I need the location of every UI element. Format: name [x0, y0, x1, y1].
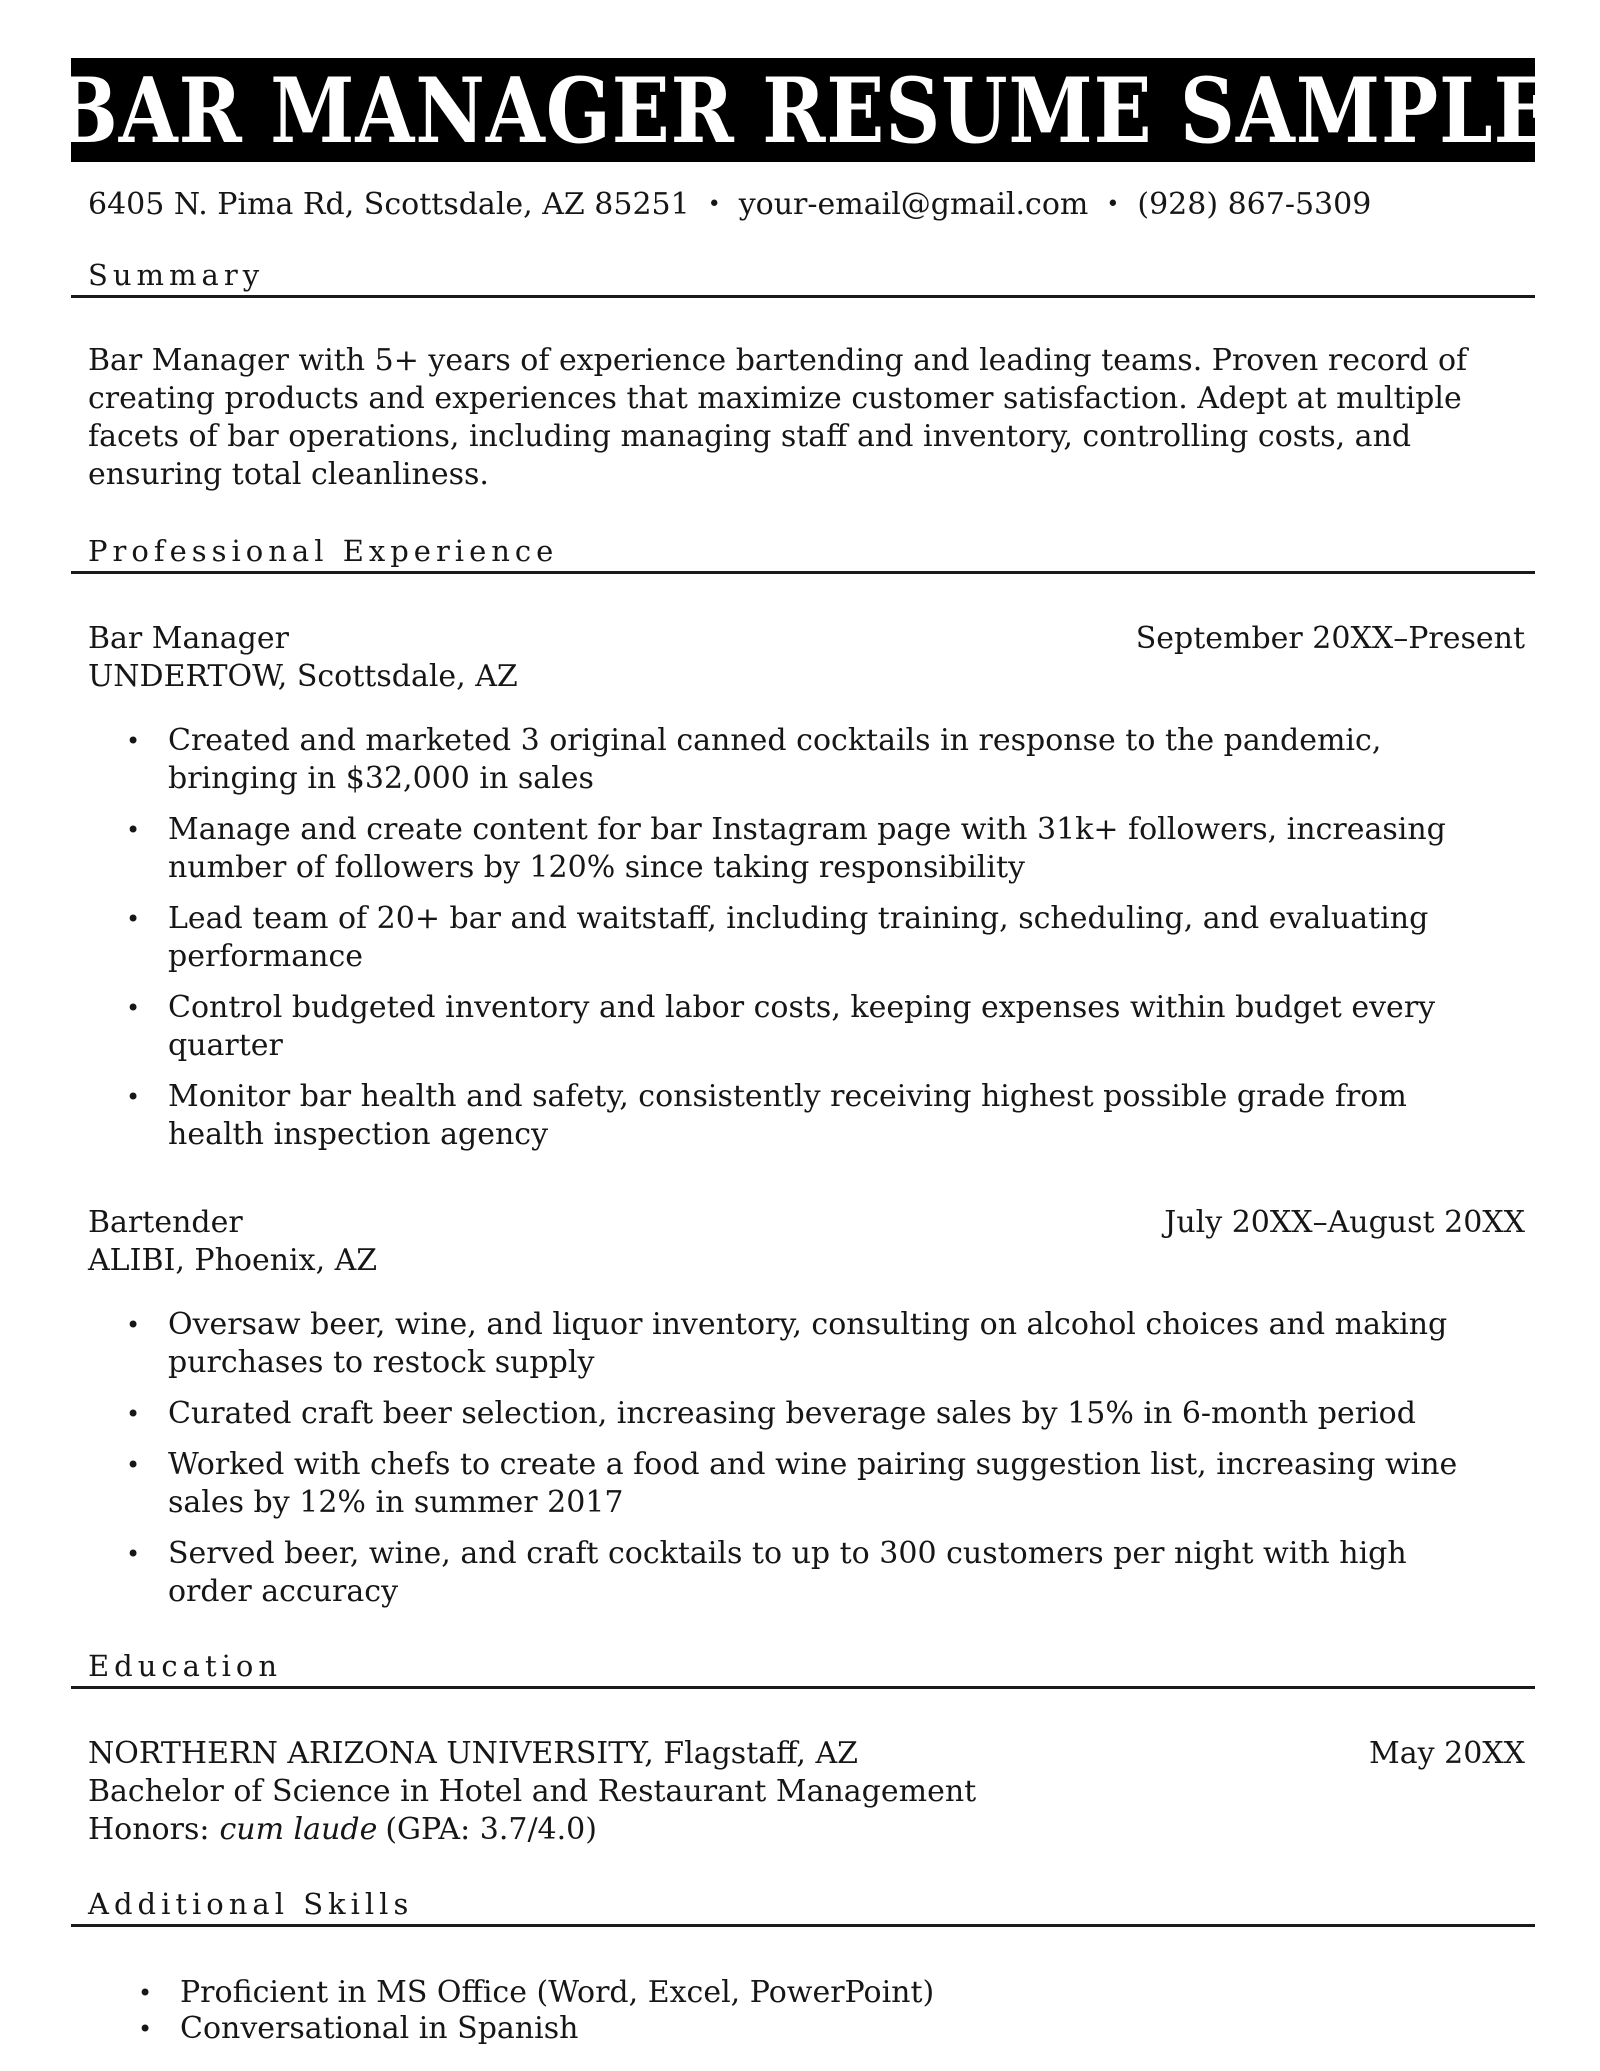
bullet-icon: •	[126, 905, 141, 933]
contact-email: your-email@gmail.com	[738, 187, 1089, 222]
bullet-item	[88, 1306, 1468, 1382]
education-section	[0, 1649, 1600, 1849]
bullet-text: Curated craft beer selection, increasing beverage sales by 15% in 6-month period	[168, 1396, 1416, 1431]
job-title: Bar Manager	[88, 621, 289, 656]
bullet-text: Lead team of 20+ bar and waitstaff, including training, scheduling, and evaluating performance	[168, 901, 1429, 974]
bullet-icon: •	[126, 1540, 141, 1568]
job-bullet-list	[88, 722, 1535, 1154]
experience-rule	[71, 571, 1535, 574]
skills-bullet-list	[88, 1975, 1535, 2047]
bullet-item	[88, 989, 1468, 1065]
job-employer: UNDERTOW, Scottsdale, AZ	[88, 659, 518, 694]
skills-section	[0, 1887, 1600, 2047]
summary-section	[0, 258, 1600, 494]
bullet-text: Monitor bar health and safety, consistently receiving highest possible grade from health inspection agency	[168, 1079, 1407, 1152]
education-block	[88, 1735, 1535, 1849]
skills-heading: Additional Skills	[88, 1887, 414, 1921]
bullet-item	[88, 900, 1468, 976]
degree: Bachelor of Science in Hotel and Restaurant Management	[88, 1774, 977, 1809]
education-rule	[71, 1686, 1535, 1689]
bullet-icon: •	[138, 1979, 153, 2007]
bullet-text: Control budgeted inventory and labor costs, keeping expenses within budget every quarter	[168, 990, 1436, 1063]
education-heading: Education	[88, 1649, 283, 1683]
bullet-icon: •	[126, 1400, 141, 1428]
bullet-text: Conversational in Spanish	[180, 2011, 579, 2046]
summary-heading: Summary	[88, 258, 265, 292]
job-entry	[88, 620, 1535, 1154]
summary-rule	[71, 295, 1535, 298]
summary-text: Bar Manager with 5+ years of experience bartending and leading teams. Proven record of creating products and experiences that maximize customer satisfaction. Adept at multiple facets of bar operations, including managing staff and inventory, controlling costs, and ensuring total cleanliness.	[88, 343, 1468, 492]
bullet-icon: •	[126, 1083, 141, 1111]
honors-label: Honors:	[88, 1812, 210, 1847]
bullet-item	[88, 722, 1468, 798]
bullet-icon: •	[126, 816, 141, 844]
bullet-icon: •	[126, 1451, 141, 1479]
bullet-item	[88, 1446, 1468, 1522]
bullet-item	[88, 2011, 1480, 2047]
bullet-icon: •	[126, 994, 141, 1022]
experience-section	[0, 534, 1600, 1611]
separator-dot-icon: •	[1106, 192, 1120, 217]
school-name: NORTHERN ARIZONA UNIVERSITY, Flagstaff, AZ	[88, 1736, 858, 1771]
job-title: Bartender	[88, 1205, 243, 1240]
bullet-icon: •	[126, 727, 141, 755]
bullet-icon: •	[138, 2015, 153, 2043]
bullet-text: Served beer, wine, and craft cocktails to up to 300 customers per night with high order accuracy	[168, 1536, 1407, 1609]
bullet-text: Oversaw beer, wine, and liquor inventory, consulting on alcohol choices and making purchases to restock supply	[168, 1307, 1448, 1380]
honors-line	[88, 1811, 1535, 1849]
bullet-text: Manage and create content for bar Instagram page with 31k+ followers, increasing number of followers by 120% since taking responsibility	[168, 812, 1446, 885]
job-bullet-list	[88, 1306, 1535, 1611]
bullet-text: Worked with chefs to create a food and wine pairing suggestion list, increasing wine sales by 12% in summer 2017	[168, 1447, 1458, 1520]
contact-line	[88, 186, 1535, 224]
bullet-item	[88, 1535, 1468, 1611]
bullet-text: Created and marketed 3 original canned cocktails in response to the pandemic, bringing in $32,000 in sales	[168, 723, 1382, 796]
bullet-item	[88, 1395, 1468, 1433]
skills-rule	[71, 1924, 1535, 1927]
resume-title: BAR MANAGER RESUME SAMPLE	[53, 57, 1553, 163]
contact-address: 6405 N. Pima Rd, Scottsdale, AZ 85251	[88, 187, 690, 222]
title-banner	[53, 57, 1553, 163]
job-header-row	[88, 620, 1535, 658]
bullet-item	[88, 1975, 1480, 2011]
education-header-row	[88, 1735, 1535, 1773]
job-dates: July 20XX–August 20XX	[1164, 1205, 1525, 1240]
bullet-icon: •	[126, 1311, 141, 1339]
job-header-row	[88, 1204, 1535, 1242]
honors-distinction: cum laude	[219, 1812, 378, 1847]
honors-detail: (GPA: 3.7/4.0)	[385, 1812, 597, 1847]
graduation-date: May 20XX	[1369, 1736, 1525, 1771]
bullet-item	[88, 1078, 1468, 1154]
contact-phone: (928) 867-5309	[1137, 187, 1372, 222]
job-employer: ALIBI, Phoenix, AZ	[88, 1243, 378, 1278]
bullet-item	[88, 811, 1468, 887]
separator-dot-icon: •	[707, 192, 721, 217]
job-entry	[88, 1204, 1535, 1611]
job-dates: September 20XX–Present	[1135, 621, 1525, 656]
bullet-text: Proficient in MS Office (Word, Excel, PowerPoint)	[180, 1975, 935, 2010]
experience-heading: Professional Experience	[88, 534, 559, 568]
